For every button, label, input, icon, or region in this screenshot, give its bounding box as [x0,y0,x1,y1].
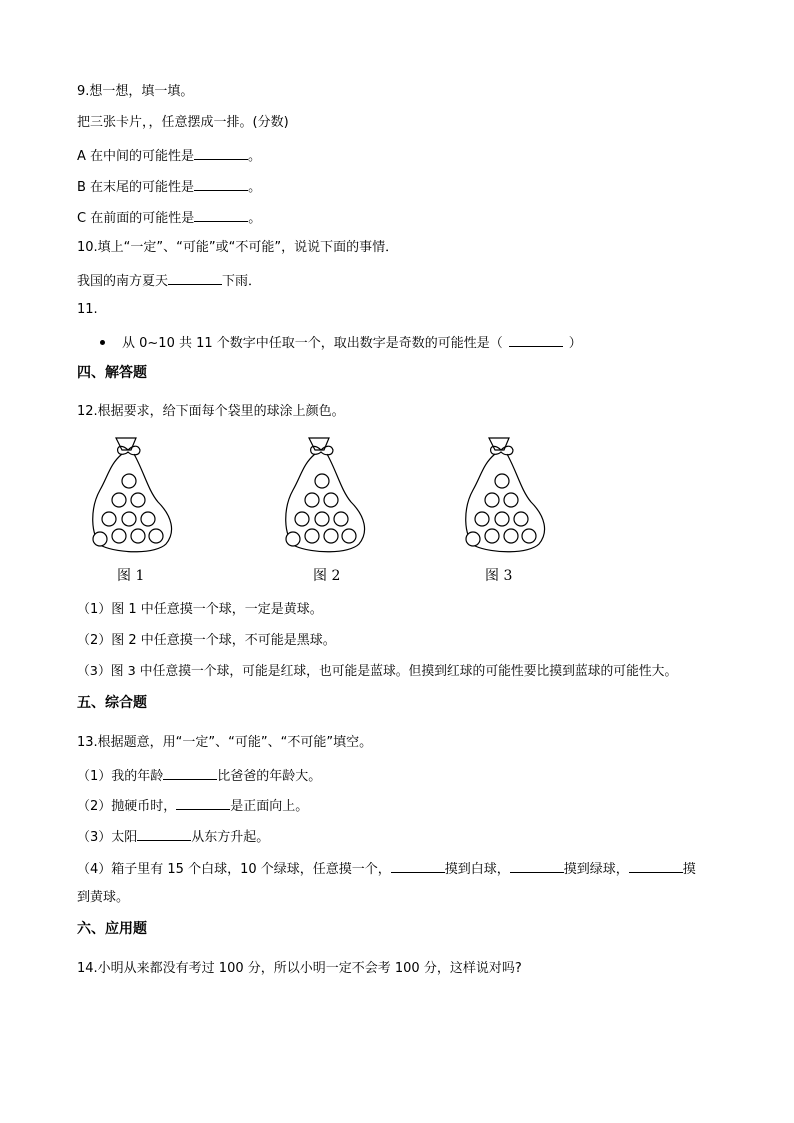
answer-blank[interactable] [509,334,563,347]
q13-item-2 [77,797,308,815]
answer-blank[interactable] [168,272,222,285]
q13-item-4 [77,860,696,878]
q13-item-3 [77,828,269,846]
q13-4-mid2: 摸到绿球， [563,862,629,877]
q10-title: 10.填上“一定”、“可能”或“不可能”，说说下面的事情． [77,240,399,255]
q13-4-end: 摸 [682,862,696,877]
answer-blank[interactable] [176,797,230,810]
section-4-heading: 四、解答题 [77,365,147,381]
q9-item-c [77,209,261,227]
q11-number: 11. [77,302,98,317]
section-5-heading: 五、综合题 [77,695,147,711]
q9-b-text: B 在末尾的可能性是 [77,180,195,195]
q13-item-4-continuation: 到黄球。 [77,890,130,905]
q12-item-1: （1）图 1 中任意摸一个球，一定是黄球。 [77,602,323,617]
q13-title: 13.根据题意，用“一定”、“可能”、“不可能”填空。 [77,735,373,750]
figure-2-label: 图 2 [313,568,341,584]
q9-item-b [77,178,261,196]
q9-intro: 把三张卡片，，任意摆成一排。(分数) [77,115,289,130]
q9-c-end: 。 [248,211,262,226]
q13-1-text: （1）我的年龄 [77,769,164,784]
q13-2-text: （2）抛硬币时， [77,799,177,814]
q9-a-end: 。 [248,149,262,164]
answer-blank[interactable] [194,147,248,160]
q9-item-a [77,147,261,165]
q11-text: 从 0~10 共 11 个数字中任取一个，取出数字是奇数的可能性是（ [122,336,503,351]
ball-bag-figure-1 [86,432,180,556]
q11-end: ） [568,336,582,351]
q9-a-text: A 在中间的可能性是 [77,149,195,164]
q10-text: 我国的南方夏天 [77,274,169,289]
answer-blank[interactable] [194,209,248,222]
q13-1-end: 比爸爸的年龄大。 [217,769,322,784]
answer-blank[interactable] [194,178,248,191]
q13-3-text: （3）太阳 [77,830,138,845]
q13-3-end: 从东方升起。 [191,830,270,845]
q9-c-text: C 在前面的可能性是 [77,211,195,226]
q9-b-end: 。 [248,180,262,195]
section-6-heading: 六、应用题 [77,921,147,937]
answer-blank[interactable] [629,860,683,873]
q13-4-text: （4）箱子里有 15 个白球，10 个绿球，任意摸一个， [77,862,391,877]
ball-bag-figure-2 [279,432,373,556]
answer-blank[interactable] [510,860,564,873]
q12-item-2: （2）图 2 中任意摸一个球，不可能是黑球。 [77,633,336,648]
answer-blank[interactable] [391,860,445,873]
answer-blank[interactable] [137,828,191,841]
q13-item-1 [77,767,321,785]
bullet-dot [100,340,105,345]
q11-bullet-line [122,334,582,352]
ball-bag-figure-3 [459,432,553,556]
q10-end: 下雨． [222,274,262,289]
figure-1-label: 图 1 [117,568,145,584]
q12-item-3: （3）图 3 中任意摸一个球，可能是红球，也可能是蓝球。但摸到红球的可能性要比摸到蓝球的可能性大。 [77,664,678,679]
q14-title: 14.小明从来都没有考过 100 分，所以小明一定不会考 100 分，这样说对吗? [77,961,522,976]
q12-title: 12.根据要求，给下面每个袋里的球涂上颜色。 [77,404,345,419]
q13-4-mid1: 摸到白球， [444,862,510,877]
answer-blank[interactable] [163,767,217,780]
figure-3-label: 图 3 [485,568,513,584]
q13-2-end: 是正面向上。 [230,799,309,814]
q10-line [77,272,261,290]
q9-title: 9.想一想，填一填。 [77,84,194,99]
